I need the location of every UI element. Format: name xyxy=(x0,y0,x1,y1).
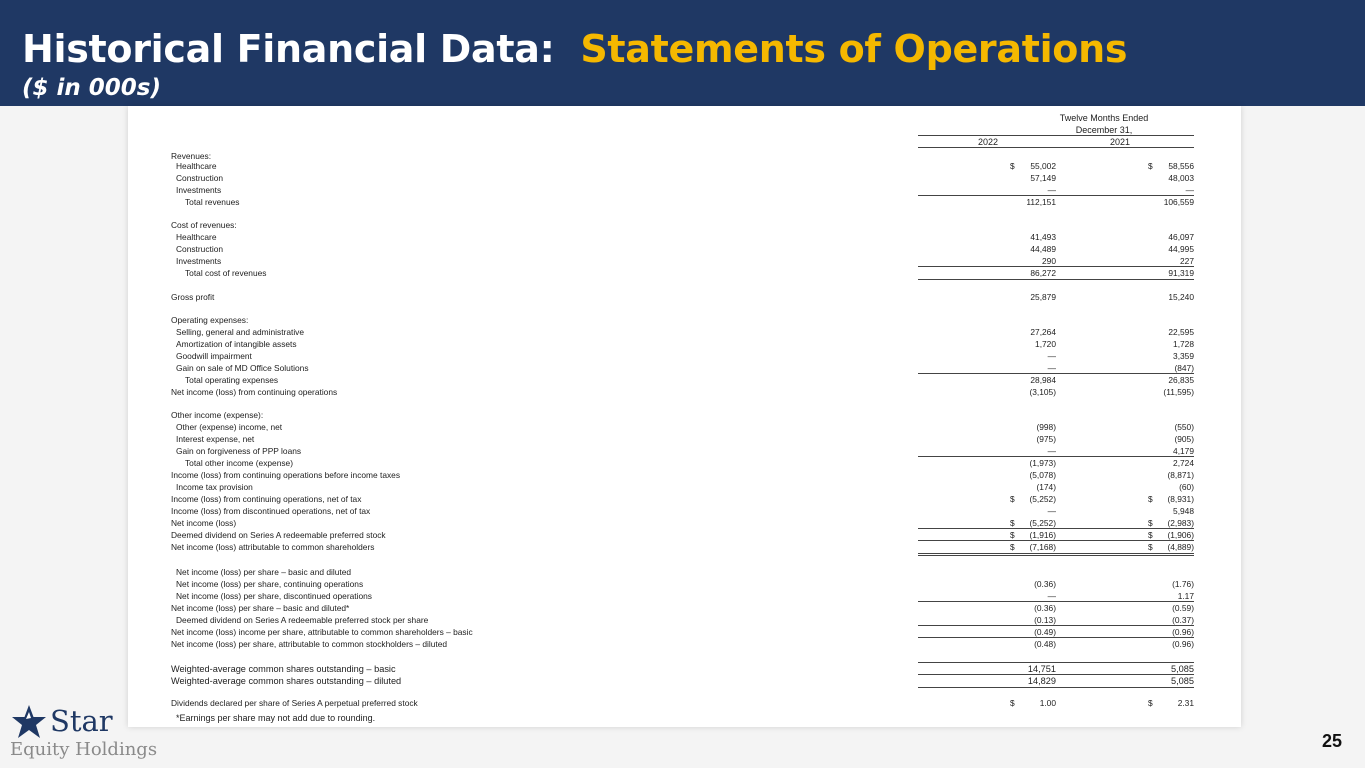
value-2022: 1.00 xyxy=(1039,698,1056,708)
column-header-2021: 2021 xyxy=(1109,137,1131,147)
total-rule xyxy=(1056,540,1194,541)
table-row xyxy=(128,350,1241,362)
value-2022: (0.13) xyxy=(1034,615,1056,625)
value-2022: 28,984 xyxy=(1030,375,1056,385)
value-2022: (5,078) xyxy=(1029,470,1056,480)
table-row xyxy=(128,505,1241,517)
table-row xyxy=(128,219,1241,231)
value-2022: 112,151 xyxy=(1026,197,1056,207)
dollar-sign: $ xyxy=(1148,518,1153,528)
total-rule xyxy=(918,528,1056,529)
total-rule xyxy=(918,555,1056,556)
row-label: Income tax provision xyxy=(176,482,253,492)
value-2022: 55,002 xyxy=(1030,161,1056,171)
value-2022: (1,916) xyxy=(1029,530,1056,540)
table-row xyxy=(128,469,1241,481)
value-2022: 57,149 xyxy=(1030,173,1056,183)
value-2021: (550) xyxy=(1174,422,1194,432)
table-row xyxy=(128,493,1241,505)
period-date: December 31, xyxy=(1075,125,1133,135)
total-rule xyxy=(918,687,1056,688)
value-2021: (8,931) xyxy=(1167,494,1194,504)
value-2021: 3,359 xyxy=(1173,351,1194,361)
value-2022: — xyxy=(1047,446,1056,456)
value-2021: (847) xyxy=(1174,363,1194,373)
value-2022: (0.49) xyxy=(1034,627,1056,637)
total-rule xyxy=(918,266,1056,267)
header-banner xyxy=(0,0,1365,106)
table-row xyxy=(128,386,1241,398)
table-row xyxy=(128,231,1241,243)
period-header: Twelve Months Ended xyxy=(1059,113,1149,123)
value-2021: (60) xyxy=(1179,482,1194,492)
row-label: Healthcare xyxy=(176,232,217,242)
value-2021: (11,595) xyxy=(1163,387,1194,397)
row-label: Income (loss) from continuing operations, net of tax xyxy=(171,494,362,504)
value-2021: 5,948 xyxy=(1173,506,1194,516)
value-2022: — xyxy=(1047,363,1056,373)
row-label: Net income (loss) per share – basic and diluted xyxy=(176,567,352,577)
value-2021: 48,003 xyxy=(1168,173,1194,183)
value-2021: 2.31 xyxy=(1177,698,1194,708)
total-rule xyxy=(1056,662,1194,663)
row-label: Deemed dividend on Series A redeemable preferred stock xyxy=(171,530,386,540)
page-subtitle: ($ in 000s) xyxy=(22,75,161,101)
value-2021: 2,724 xyxy=(1173,458,1194,468)
value-2021: (8,871) xyxy=(1167,470,1194,480)
value-2022: (0.48) xyxy=(1034,639,1056,649)
row-label: Selling, general and administrative xyxy=(176,327,305,337)
star-icon xyxy=(10,703,48,741)
table-row xyxy=(128,338,1241,350)
row-label: Interest expense, net xyxy=(176,434,255,444)
value-2022: 14,829 xyxy=(1027,676,1056,686)
total-rule xyxy=(918,195,1056,196)
table-row xyxy=(128,433,1241,445)
table-row xyxy=(128,638,1241,650)
table-row xyxy=(128,541,1241,553)
table-row xyxy=(128,409,1241,421)
value-2021: 44,995 xyxy=(1168,244,1194,254)
row-label: Healthcare xyxy=(176,161,217,171)
total-rule xyxy=(1056,266,1194,267)
table-row xyxy=(128,196,1241,208)
table-row xyxy=(128,374,1241,386)
row-label: Total other income (expense) xyxy=(185,458,293,468)
total-rule xyxy=(918,540,1056,541)
row-label: Revenues: xyxy=(171,151,212,161)
value-2022: 44,489 xyxy=(1030,244,1056,254)
value-2022: (5,252) xyxy=(1029,518,1056,528)
row-label: Cost of revenues: xyxy=(171,220,237,230)
value-2021: 227 xyxy=(1180,256,1194,266)
dollar-sign: $ xyxy=(1010,494,1015,504)
value-2022: 1,720 xyxy=(1035,339,1056,349)
value-2022: — xyxy=(1047,185,1056,195)
total-rule xyxy=(1056,553,1194,554)
value-2021: (2,983) xyxy=(1167,518,1194,528)
row-label: Weighted-average common shares outstanding – basic xyxy=(171,664,396,674)
value-2022: (7,168) xyxy=(1029,542,1056,552)
table-row xyxy=(128,457,1241,469)
table-row xyxy=(128,481,1241,493)
value-2021: (905) xyxy=(1174,434,1194,444)
total-rule xyxy=(1056,373,1194,374)
dollar-sign: $ xyxy=(1010,698,1015,708)
table-row xyxy=(128,566,1241,578)
dollar-sign: $ xyxy=(1148,542,1153,552)
total-rule xyxy=(1056,601,1194,602)
table-row xyxy=(128,578,1241,590)
value-2021: 5,085 xyxy=(1171,676,1194,686)
row-label: Net income (loss) xyxy=(171,518,237,528)
header-rule xyxy=(918,135,1194,136)
total-rule xyxy=(1056,687,1194,688)
value-2021: (0.37) xyxy=(1172,615,1194,625)
total-rule xyxy=(1056,195,1194,196)
value-2021: (4,889) xyxy=(1167,542,1194,552)
value-2022: 27,264 xyxy=(1030,327,1056,337)
value-2022: 14,751 xyxy=(1027,664,1056,674)
row-label: Net income (loss) per share – basic and diluted* xyxy=(171,603,350,613)
total-rule xyxy=(918,625,1056,626)
dollar-sign: $ xyxy=(1148,698,1153,708)
value-2021: 26,835 xyxy=(1168,375,1194,385)
row-label: Income (loss) from continuing operations before income taxes xyxy=(171,470,401,480)
dollar-sign: $ xyxy=(1148,161,1153,171)
table-row xyxy=(128,160,1241,172)
table-row xyxy=(128,291,1241,303)
table-row xyxy=(128,602,1241,614)
dollar-sign: $ xyxy=(1148,530,1153,540)
value-2021: (0.96) xyxy=(1172,627,1194,637)
footnote: *Earnings per share may not add due to rounding. xyxy=(176,713,376,723)
total-rule xyxy=(1056,555,1194,556)
value-2022: (0.36) xyxy=(1034,603,1056,613)
total-rule xyxy=(1056,637,1194,638)
value-2021: (1,906) xyxy=(1167,530,1194,540)
value-2022: (1,973) xyxy=(1029,458,1056,468)
value-2022: (3,105) xyxy=(1029,387,1056,397)
value-2022: (174) xyxy=(1036,482,1056,492)
value-2021: 58,556 xyxy=(1168,161,1194,171)
dollar-sign: $ xyxy=(1148,494,1153,504)
table-row xyxy=(128,421,1241,433)
page-title xyxy=(22,24,1127,74)
row-label: Goodwill impairment xyxy=(176,351,252,361)
table-row xyxy=(128,267,1241,279)
value-2021: 5,085 xyxy=(1171,664,1194,674)
value-2021: 22,595 xyxy=(1168,327,1194,337)
company-logo xyxy=(10,703,190,765)
row-label: Weighted-average common shares outstanding – diluted xyxy=(171,676,402,686)
value-2022: — xyxy=(1047,591,1056,601)
total-rule xyxy=(918,553,1056,554)
value-2022: 86,272 xyxy=(1030,268,1056,278)
table-row xyxy=(128,697,1241,709)
table-row xyxy=(128,675,1241,687)
column-header-2022: 2022 xyxy=(977,137,999,147)
row-label: Construction xyxy=(176,244,224,254)
row-label: Total operating expenses xyxy=(185,375,279,385)
value-2021: 1,728 xyxy=(1173,339,1194,349)
row-label: Dividends declared per share of Series A perpetual preferred stock xyxy=(171,698,418,708)
total-rule xyxy=(918,662,1056,663)
statement-sheet xyxy=(128,106,1241,727)
row-label: Other income (expense): xyxy=(171,410,264,420)
dollar-sign: $ xyxy=(1010,542,1015,552)
value-2022: 41,493 xyxy=(1030,232,1056,242)
row-label: Amortization of intangible assets xyxy=(176,339,297,349)
dollar-sign: $ xyxy=(1010,530,1015,540)
row-label: Total cost of revenues xyxy=(185,268,267,278)
table-row xyxy=(128,172,1241,184)
row-label: Gain on forgiveness of PPP loans xyxy=(176,446,302,456)
value-2022: 290 xyxy=(1042,256,1056,266)
row-label: Gross profit xyxy=(171,292,215,302)
row-label: Net income (loss) per share, continuing operations xyxy=(176,579,364,589)
row-label: Net income (loss) attributable to common shareholders xyxy=(171,542,375,552)
row-label: Gain on sale of MD Office Solutions xyxy=(176,363,309,373)
value-2021: 15,240 xyxy=(1168,292,1194,302)
row-label: Construction xyxy=(176,173,224,183)
row-label: Net income (loss) per share, attributable to common stockholders – diluted xyxy=(171,639,448,649)
total-rule xyxy=(918,637,1056,638)
total-rule xyxy=(1056,279,1194,280)
row-label: Net income (loss) per share, discontinued operations xyxy=(176,591,372,601)
value-2021: 1.17 xyxy=(1177,591,1194,601)
row-label: Other (expense) income, net xyxy=(176,422,283,432)
title-main: Historical Financial Data: xyxy=(22,27,555,71)
total-rule xyxy=(918,674,1056,675)
value-2021: 46,097 xyxy=(1168,232,1194,242)
total-rule xyxy=(1056,456,1194,457)
title-accent: Statements of Operations xyxy=(580,27,1128,71)
value-2021: 106,559 xyxy=(1163,197,1194,207)
total-rule xyxy=(918,279,1056,280)
value-2022: — xyxy=(1047,351,1056,361)
row-label: Net income (loss) income per share, attributable to common shareholders – basic xyxy=(171,627,473,637)
logo-word: Star xyxy=(50,704,113,738)
dollar-sign: $ xyxy=(1010,518,1015,528)
table-row xyxy=(128,243,1241,255)
value-2021: (0.96) xyxy=(1172,639,1194,649)
total-rule xyxy=(918,601,1056,602)
page-number: 25 xyxy=(1322,731,1343,751)
value-2021: (0.59) xyxy=(1172,603,1194,613)
row-label: Deemed dividend on Series A redeemable preferred stock per share xyxy=(176,615,429,625)
value-2021: 91,319 xyxy=(1168,268,1194,278)
value-2022: — xyxy=(1047,506,1056,516)
table-row xyxy=(128,314,1241,326)
value-2021: (1.76) xyxy=(1172,579,1194,589)
row-label: Operating expenses: xyxy=(171,315,249,325)
total-rule xyxy=(1056,528,1194,529)
value-2022: (975) xyxy=(1036,434,1056,444)
value-2022: 25,879 xyxy=(1030,292,1056,302)
logo-subtitle: Equity Holdings xyxy=(10,739,158,760)
row-label: Investments xyxy=(176,185,222,195)
value-2021: — xyxy=(1185,185,1194,195)
total-rule xyxy=(918,373,1056,374)
dollar-sign: $ xyxy=(1010,161,1015,171)
total-rule xyxy=(918,456,1056,457)
value-2022: (0.36) xyxy=(1034,579,1056,589)
value-2022: (5,252) xyxy=(1029,494,1056,504)
value-2021: 4,179 xyxy=(1173,446,1194,456)
row-label: Income (loss) from discontinued operations, net of tax xyxy=(171,506,371,516)
table-row xyxy=(128,326,1241,338)
value-2022: (998) xyxy=(1036,422,1056,432)
total-rule xyxy=(1056,625,1194,626)
header-rule-bottom xyxy=(918,147,1194,148)
total-rule xyxy=(1056,674,1194,675)
row-label: Total revenues xyxy=(185,197,240,207)
row-label: Investments xyxy=(176,256,222,266)
row-label: Net income (loss) from continuing operations xyxy=(171,387,338,397)
